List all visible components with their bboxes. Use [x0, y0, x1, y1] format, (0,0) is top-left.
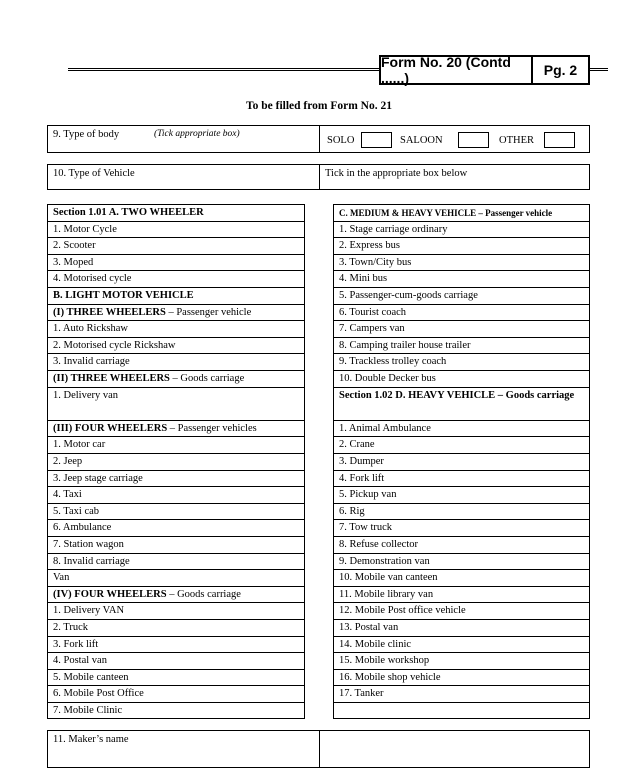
right-table-row-label: 11. Mobile library van: [339, 588, 434, 600]
left-table-row[interactable]: [48, 603, 304, 620]
page-number: Pg. 2: [543, 62, 578, 78]
right-table-row-label: 6. Tourist coach: [339, 306, 407, 318]
left-table-row[interactable]: [48, 437, 304, 454]
left-table-row[interactable]: [48, 371, 304, 388]
right-table-row[interactable]: [334, 421, 589, 438]
right-table-row[interactable]: [334, 338, 589, 355]
left-table-row-label: 7. Mobile Clinic: [53, 705, 123, 716]
left-table-row-subheading: – Goods carriage: [166, 588, 241, 600]
option-saloon-label: SALOON: [400, 135, 443, 146]
right-table-row-label: 14. Mobile clinic: [339, 638, 412, 650]
right-table-row[interactable]: [334, 653, 589, 670]
right-table-row-heading: C. MEDIUM & HEAVY VEHICLE – Passenger vehicle: [339, 208, 553, 218]
left-table-row[interactable]: [48, 686, 304, 703]
left-table-row[interactable]: [48, 554, 304, 571]
right-table-row[interactable]: [334, 520, 589, 537]
right-table-row[interactable]: [334, 454, 589, 471]
left-table-row[interactable]: [48, 388, 304, 421]
left-table-row-label: 1. Motor car: [53, 439, 106, 451]
left-table-row-label: 2. Motorised cycle Rickshaw: [53, 339, 176, 351]
left-table-row-heading: (I) THREE WHEELERS: [53, 306, 166, 318]
left-table-row-label: 3. Moped: [53, 256, 94, 268]
makers-name-field[interactable]: [320, 731, 589, 767]
right-table-row[interactable]: [334, 637, 589, 654]
left-table-row-label: 5. Taxi cab: [53, 505, 100, 517]
left-table-row[interactable]: [48, 222, 304, 239]
right-vehicle-table: [333, 204, 590, 719]
right-table-row-label: 5. Pickup van: [339, 489, 397, 501]
form-number: Form No. 20 (Contd ......): [381, 54, 511, 86]
type-of-body-hint: (Tick appropriate box): [154, 129, 240, 139]
type-of-vehicle-divider: [319, 165, 320, 189]
right-table-row[interactable]: [334, 504, 589, 521]
right-table-row-label: 6. Rig: [339, 505, 365, 517]
right-table-row-label: 1. Animal Ambulance: [339, 422, 431, 434]
left-table-row[interactable]: [48, 471, 304, 488]
right-table-row-label: 12. Mobile Post office vehicle: [339, 605, 466, 617]
type-of-vehicle-label: 10. Type of Vehicle: [53, 168, 135, 179]
left-table-row[interactable]: [48, 305, 304, 322]
option-saloon-checkbox[interactable]: [458, 132, 489, 148]
left-table-row-subheading: – Passenger vehicles: [167, 422, 257, 434]
form-number-box: [379, 55, 533, 85]
page-subtitle: To be filled from Form No. 21: [246, 100, 392, 112]
left-table-row[interactable]: [48, 587, 304, 604]
left-table-row[interactable]: [48, 504, 304, 521]
left-table-row-label: Van: [53, 572, 70, 584]
left-table-row-label: 2. Truck: [53, 622, 89, 633]
right-table-row-label: 8. Camping trailer house trailer: [339, 339, 471, 351]
left-table-row[interactable]: [48, 653, 304, 670]
right-table-row[interactable]: [334, 570, 589, 587]
left-table-row-label: 4. Taxi: [53, 489, 82, 501]
right-table-row-label: 5. Passenger-cum-goods carriage: [339, 290, 478, 301]
left-table-row-label: 4. Postal van: [53, 655, 107, 667]
left-table-row[interactable]: [48, 321, 304, 338]
right-table-row[interactable]: [334, 670, 589, 687]
page-number-box: [533, 55, 590, 85]
right-table-row-label: 3. Town/City bus: [339, 256, 412, 268]
left-table-row[interactable]: [48, 487, 304, 504]
left-table-row[interactable]: [48, 620, 304, 637]
option-solo-checkbox[interactable]: [361, 132, 392, 148]
header-rule-right: [590, 68, 608, 71]
option-solo-label: SOLO: [327, 135, 355, 146]
left-table-row-heading: (II) THREE WHEELERS: [53, 373, 170, 384]
left-table-row-heading: (III) FOUR WHEELERS: [53, 422, 168, 434]
left-table-row[interactable]: [48, 454, 304, 471]
right-table-row[interactable]: [334, 305, 589, 322]
header-rule-left: [68, 68, 381, 71]
option-other-label: OTHER: [499, 135, 534, 146]
right-table-row-label: 15. Mobile workshop: [339, 655, 430, 667]
left-table-row[interactable]: [48, 288, 304, 305]
right-table-row[interactable]: [334, 271, 589, 288]
right-table-row[interactable]: [334, 354, 589, 371]
left-table-row-label: 5. Mobile canteen: [53, 671, 129, 683]
left-table-row[interactable]: [48, 537, 304, 554]
right-table-row[interactable]: [334, 222, 589, 239]
left-table-row-label: 1. Delivery VAN: [53, 605, 125, 617]
left-table-row-label: 8. Invalid carriage: [53, 555, 130, 567]
left-vehicle-table: [47, 204, 305, 719]
left-table-row-label: 1. Delivery van: [53, 389, 119, 401]
right-table-row-label: 9. Demonstration van: [339, 555, 430, 567]
left-table-row[interactable]: [48, 570, 304, 587]
right-table-row[interactable]: [334, 603, 589, 620]
right-table-row-label: 2. Express bus: [339, 240, 400, 252]
left-table-row[interactable]: [48, 520, 304, 537]
right-table-row-label: 4. Mini bus: [339, 273, 388, 285]
right-table-row[interactable]: [334, 537, 589, 554]
makers-name-label: 11. Maker’s name: [53, 734, 129, 745]
right-table-row-label: 7. Tow truck: [339, 522, 393, 534]
left-table-row[interactable]: [48, 238, 304, 255]
left-table-row-label: 2. Scooter: [53, 240, 96, 252]
right-table-row-label: 16. Mobile shop vehicle: [339, 671, 441, 683]
left-table-row-label: 6. Ambulance: [53, 522, 112, 534]
type-of-vehicle-instruction: Tick in the appropriate box below: [325, 168, 468, 179]
right-table-row[interactable]: [334, 238, 589, 255]
type-of-body-label: 9. Type of body: [53, 129, 120, 140]
left-table-row-label: 1. Motor Cycle: [53, 223, 117, 235]
left-table-row-label: 3. Invalid carriage: [53, 356, 130, 368]
makers-name-row: [47, 730, 590, 768]
left-table-row-heading: (IV) FOUR WHEELERS: [53, 588, 167, 600]
type-of-body-row: [47, 125, 590, 153]
left-table-row-subheading: – Passenger vehicle: [165, 306, 252, 318]
left-table-row-label: 6. Mobile Post Office: [53, 688, 144, 700]
left-table-row-label: B. LIGHT MOTOR VEHICLE: [53, 290, 194, 301]
right-table-row[interactable]: [334, 371, 589, 388]
left-table-row[interactable]: [48, 354, 304, 371]
right-table-row-label: 13. Postal van: [339, 622, 399, 633]
option-other-checkbox[interactable]: [544, 132, 575, 148]
right-table-row-label: 7. Campers van: [339, 323, 405, 335]
left-table-row[interactable]: [48, 255, 304, 272]
right-table-row[interactable]: [334, 471, 589, 488]
right-table-row[interactable]: [334, 620, 589, 637]
right-table-row[interactable]: [334, 288, 589, 305]
right-table-row[interactable]: [334, 554, 589, 571]
right-table-row[interactable]: [334, 703, 589, 720]
left-table-row-label: 2. Jeep: [53, 456, 83, 467]
left-table-row[interactable]: [48, 271, 304, 288]
left-table-row-label: Section 1.01 A. TWO WHEELER: [53, 207, 204, 218]
right-table-row-label: 1. Stage carriage ordinary: [339, 223, 448, 235]
left-table-row[interactable]: [48, 421, 304, 438]
left-table-row-label: 1. Auto Rickshaw: [53, 323, 128, 335]
right-table-row[interactable]: [334, 321, 589, 338]
left-table-row[interactable]: [48, 703, 304, 720]
right-table-row[interactable]: [334, 388, 589, 421]
left-table-row-label: 7. Station wagon: [53, 539, 124, 550]
right-table-row[interactable]: [334, 255, 589, 272]
right-table-row-label: 10. Mobile van canteen: [339, 572, 438, 584]
right-table-row-label: 3. Dumper: [339, 456, 384, 467]
right-table-row[interactable]: [334, 205, 589, 222]
type-of-vehicle-row: [47, 164, 590, 190]
right-table-row[interactable]: [334, 487, 589, 504]
left-table-row[interactable]: [48, 637, 304, 654]
right-table-row[interactable]: [334, 437, 589, 454]
right-table-row[interactable]: [334, 587, 589, 604]
left-table-row-label: 4. Motorised cycle: [53, 273, 132, 285]
left-table-row-label: 3. Fork lift: [53, 638, 99, 650]
right-table-row-label: 2. Crane: [339, 439, 375, 451]
right-table-row[interactable]: [334, 686, 589, 703]
left-table-row[interactable]: [48, 205, 304, 222]
right-table-row-label: 17. Tanker: [339, 688, 384, 700]
right-table-row-label: 10. Double Decker bus: [339, 373, 436, 384]
type-of-body-divider: [319, 126, 320, 152]
left-table-row-subheading: – Goods carriage: [169, 373, 245, 384]
left-table-row[interactable]: [48, 670, 304, 687]
right-table-row-label: 4. Fork lift: [339, 472, 385, 484]
right-table-row-label: Section 1.02 D. HEAVY VEHICLE – Goods carriage: [339, 389, 575, 401]
right-table-row-label: 9. Trackless trolley coach: [339, 356, 447, 368]
left-table-row-label: 3. Jeep stage carriage: [53, 472, 143, 484]
left-table-row[interactable]: [48, 338, 304, 355]
right-table-row-label: 8. Refuse collector: [339, 539, 419, 550]
